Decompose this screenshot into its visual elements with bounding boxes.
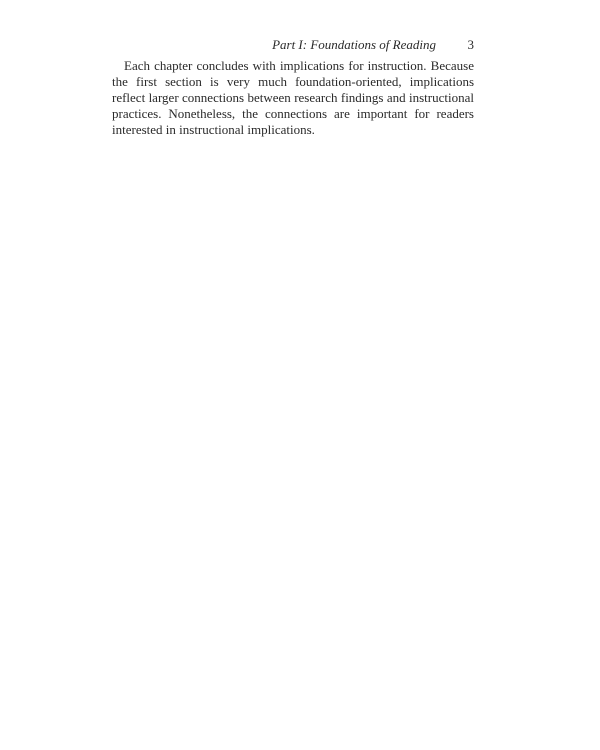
body-text	[112, 58, 474, 138]
running-head	[112, 36, 474, 54]
page-number: 3	[467, 37, 474, 52]
running-head-title: Part I: Foundations of Reading	[272, 37, 436, 52]
paragraph: Each chapter concludes with implications for instruction. Because the first section is very much foundation-oriented, implications reflect larger connections between research findings and instructional practices. Nonetheless, the connections are important for readers interested in instructional implications.	[112, 58, 474, 137]
